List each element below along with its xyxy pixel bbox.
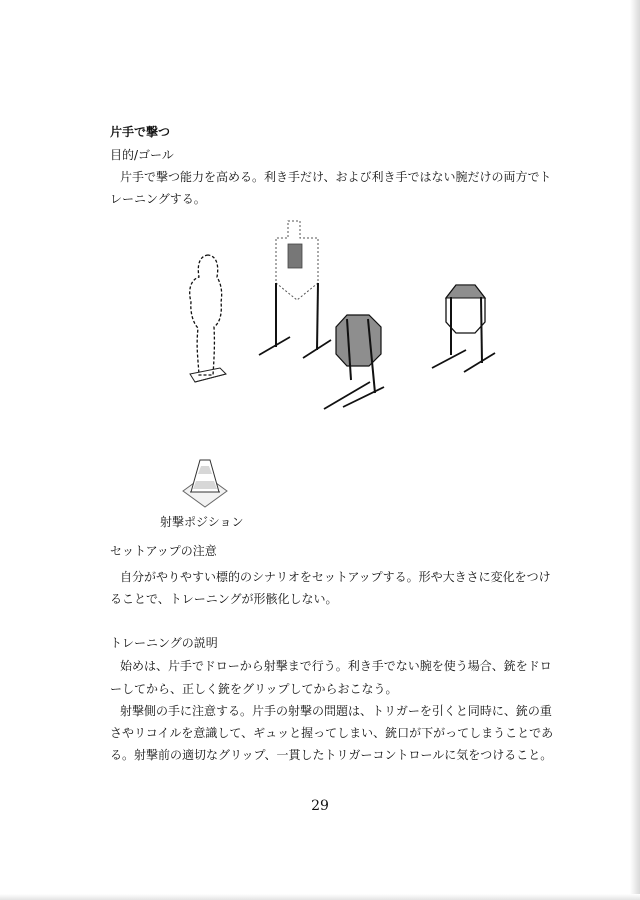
training-line-1: 始めは、片手でドローから射撃まで行う。利き手でない腕を使う場合、銃をドロ [120, 659, 552, 673]
page-number: 29 [311, 798, 329, 814]
silhouette-target-icon [190, 255, 226, 382]
training-line-4: さやリコイルを意識して、ギュッと握ってしまい、銃口が下がってしまうことであ [110, 726, 554, 740]
plate-target-right-icon [432, 285, 495, 372]
shooting-position-figure [150, 215, 500, 515]
setup-line-1: 自分がやりやすい標的のシナリオをセットアップする。形や大きさに変化をつけ [120, 570, 551, 584]
traffic-cone-icon [183, 460, 227, 507]
figure-caption: 射撃ポジション [160, 515, 244, 529]
page-edge-shadow [630, 0, 640, 900]
plate-target-center-icon [324, 315, 384, 409]
goal-heading: 目的/ゴール [110, 148, 174, 162]
section-title: 片手で撃つ [110, 125, 171, 139]
goal-line-1: 片手で撃つ能力を高める。利き手だけ、および利き手ではない腕だけの両方でト [120, 170, 552, 184]
training-heading: トレーニングの説明 [110, 636, 218, 650]
setup-heading: セットアップの注意 [110, 544, 217, 558]
training-line-3: 射撃側の手に注意する。片手の射撃の問題は、トリガーを引くと同時に、銃の重 [120, 704, 552, 718]
page-bottom-shadow [0, 894, 640, 900]
setup-line-2: ることで、トレーニングが形骸化しない。 [110, 592, 338, 606]
training-line-2: ーしてから、正しく銃をグリップしてからおこなう。 [110, 682, 398, 696]
training-line-5: る。射撃前の適切なグリップ、一貫したトリガーコントロールに気をつけること。 [110, 748, 553, 762]
goal-line-2: レーニングする。 [110, 192, 206, 206]
paper-target-icon [259, 221, 331, 358]
